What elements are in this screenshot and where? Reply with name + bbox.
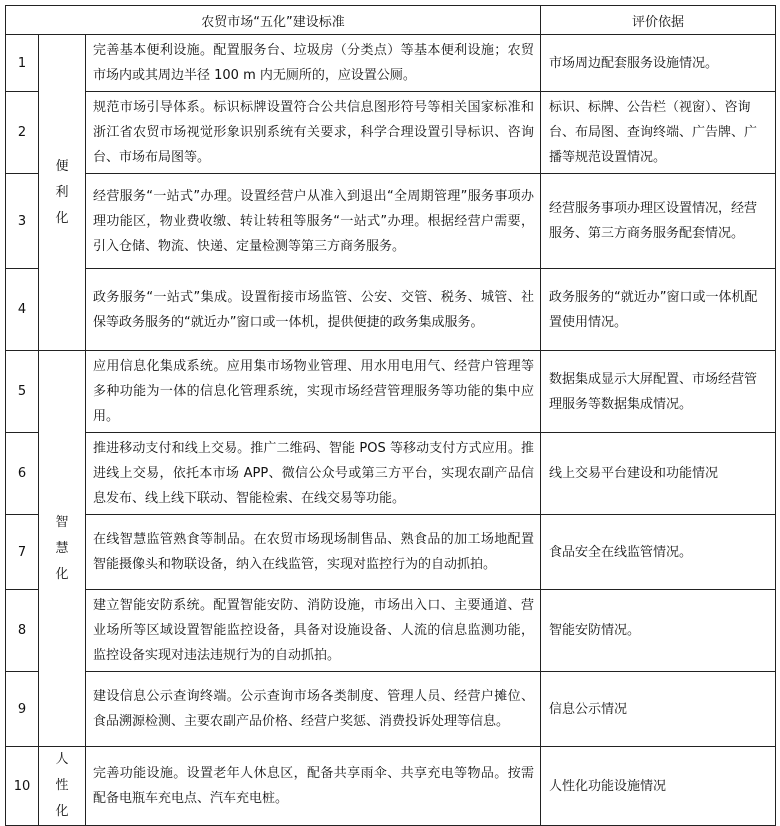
basis-cell: 经营服务事项办理区设置情况，经营服务、第三方商务服务配套情况。 [541, 174, 776, 269]
row-number: 5 [6, 351, 39, 433]
standard-cell: 推进移动支付和线上交易。推广二维码、智能 POS 等移动支付方式应用。推进线上交易，依托本市场 APP、微信公众号或第三方平台，实现农副产品信息发布、线上线下联动、智能检索、在线交易等功能。 [86, 433, 541, 515]
table-row [6, 672, 776, 747]
table-row [6, 92, 776, 174]
standard-cell: 在线智慧监管熟食等制品。在农贸市场现场制售品、熟食品的加工场地配置智能摄像头和物联设备，纳入在线监管，实现对监控行为的自动抓拍。 [86, 515, 541, 590]
row-number: 6 [6, 433, 39, 515]
row-number: 3 [6, 174, 39, 269]
standard-cell: 经营服务“一站式”办理。设置经营户从准入到退出“全周期管理”服务事项办理功能区，物业费收缴、转让转租等服务“一站式”办理。根据经营户需要，引入仓储、物流、快递、定量检测等第三方商务服务。 [86, 174, 541, 269]
table-row [6, 590, 776, 672]
table-row [6, 351, 776, 433]
category-humanized: 人 性 化 [39, 747, 86, 826]
table-row [6, 35, 776, 92]
row-number: 9 [6, 672, 39, 747]
standard-cell: 完善功能设施。设置老年人休息区，配备共享雨伞、共享充电等物品。按需配备电瓶车充电点、汽车充电桩。 [86, 747, 541, 826]
table-row [6, 747, 776, 826]
header-basis: 评价依据 [541, 6, 776, 35]
table-row [6, 433, 776, 515]
header-row [6, 6, 776, 35]
basis-cell: 智能安防情况。 [541, 590, 776, 672]
standard-cell: 应用信息化集成系统。应用集市场物业管理、用水用电用气、经营户管理等多种功能为一体的信息化管理系统，实现市场经营管理服务等功能的集中应用。 [86, 351, 541, 433]
basis-cell: 数据集成显示大屏配置、市场经营管理服务等数据集成情况。 [541, 351, 776, 433]
standard-cell: 建立智能安防系统。配置智能安防、消防设施，市场出入口、主要通道、营业场所等区域设置智能监控设备，具备对设施设备、人流的信息监测功能，监控设备实现对违法违规行为的自动抓拍。 [86, 590, 541, 672]
row-number: 8 [6, 590, 39, 672]
standard-cell: 完善基本便利设施。配置服务台、垃圾房（分类点）等基本便利设施；农贸市场内或其周边半径 100 m 内无厕所的，应设置公厕。 [86, 35, 541, 92]
basis-cell: 标识、标牌、公告栏（视窗）、咨询台、布局图、查询终端、广告牌、广播等规范设置情况。 [541, 92, 776, 174]
basis-cell: 人性化功能设施情况 [541, 747, 776, 826]
standard-cell: 建设信息公示查询终端。公示查询市场各类制度、管理人员、经营户摊位、食品溯源检测、主要农副产品价格、经营户奖惩、消费投诉处理等信息。 [86, 672, 541, 747]
category-smart: 智 慧 化 [39, 351, 86, 747]
table-row [6, 174, 776, 269]
row-number: 2 [6, 92, 39, 174]
row-number: 7 [6, 515, 39, 590]
basis-cell: 食品安全在线监管情况。 [541, 515, 776, 590]
row-number: 4 [6, 269, 39, 351]
basis-cell: 政务服务的“就近办”窗口或一体机配置使用情况。 [541, 269, 776, 351]
standard-cell: 政务服务“一站式”集成。设置衔接市场监管、公安、交管、税务、城管、社保等政务服务的“就近办”窗口或一体机，提供便捷的政务集成服务。 [86, 269, 541, 351]
header-standard: 农贸市场“五化”建设标准 [6, 6, 541, 35]
row-number: 1 [6, 35, 39, 92]
table-row [6, 515, 776, 590]
category-convenience: 便 利 化 [39, 35, 86, 351]
row-number: 10 [6, 747, 39, 826]
basis-cell: 线上交易平台建设和功能情况 [541, 433, 776, 515]
standard-cell: 规范市场引导体系。标识标牌设置符合公共信息图形符号等相关国家标准和浙江省农贸市场视觉形象识别系统有关要求，科学合理设置引导标识、咨询台、市场布局图等。 [86, 92, 541, 174]
basis-cell: 信息公示情况 [541, 672, 776, 747]
standards-table [5, 5, 776, 826]
basis-cell: 市场周边配套服务设施情况。 [541, 35, 776, 92]
table-row [6, 269, 776, 351]
